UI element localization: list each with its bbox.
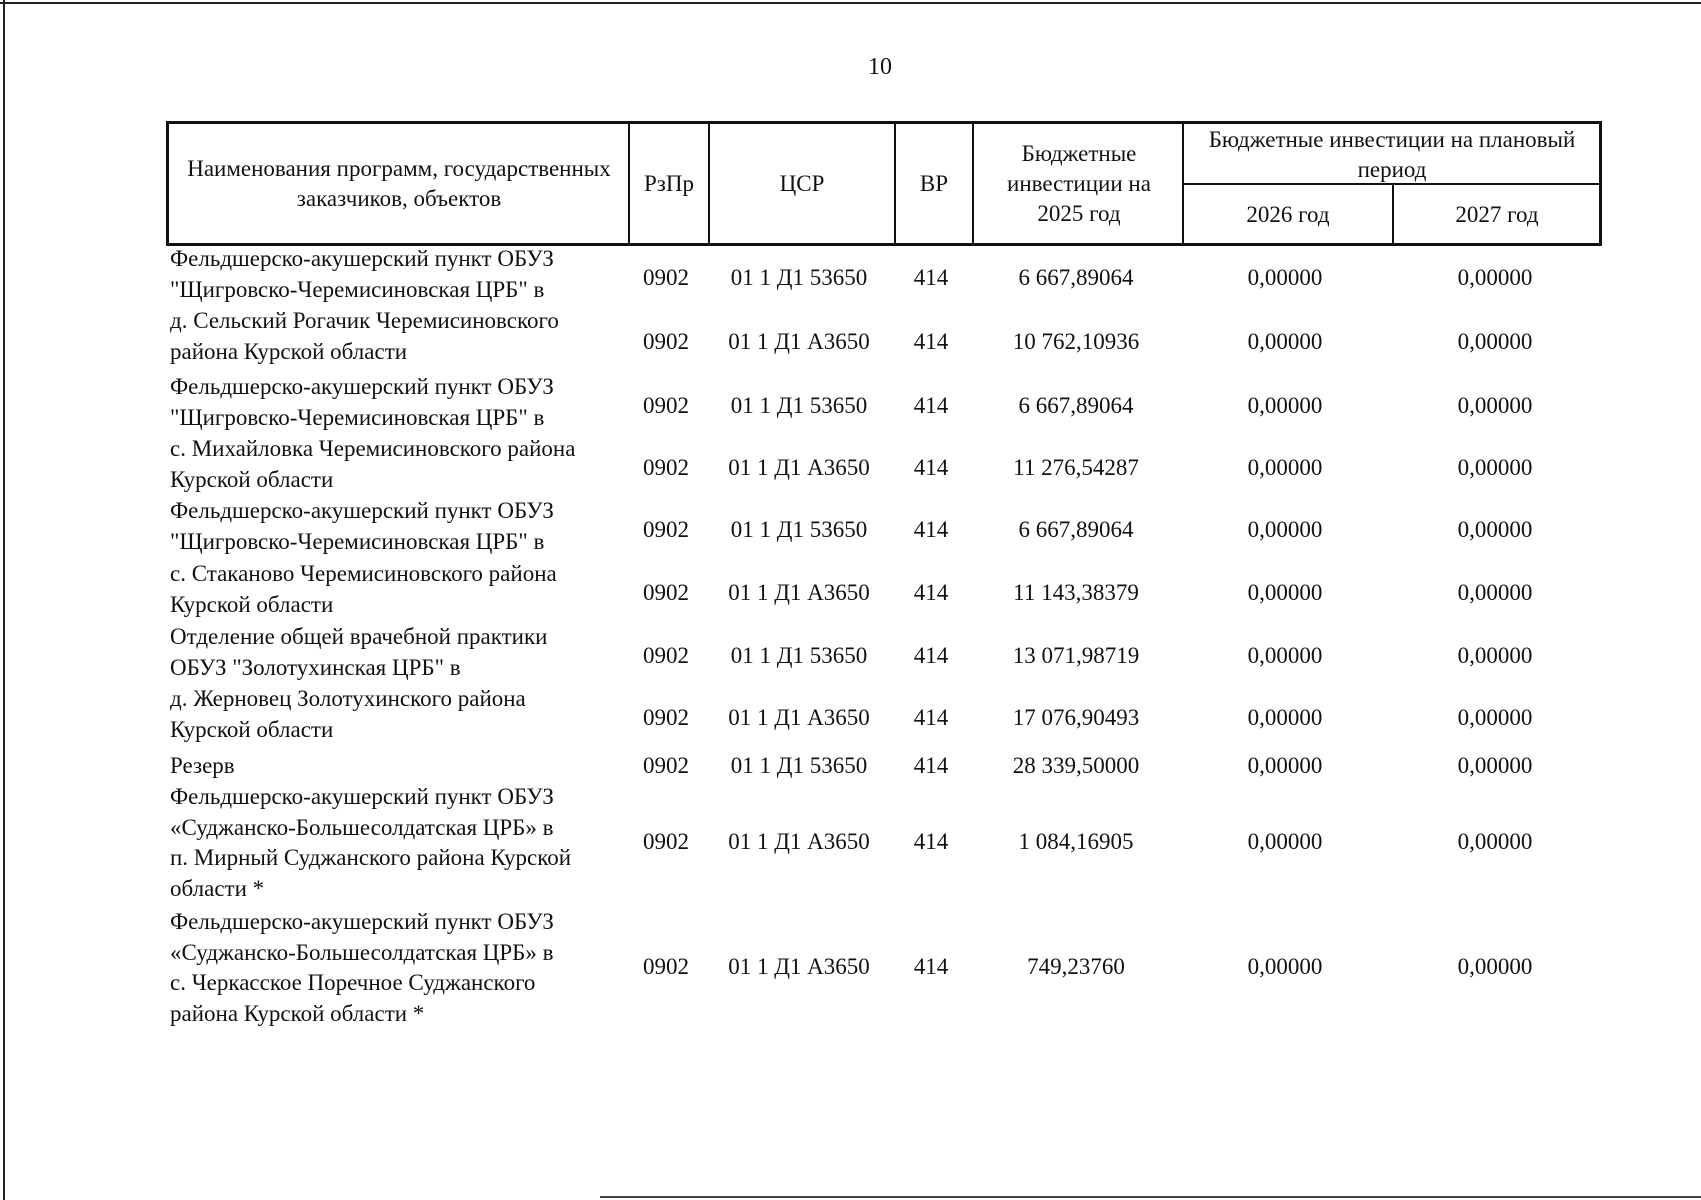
csr-value: 01 1 Д1 53650 — [730, 753, 868, 778]
page-number: 10 — [868, 54, 892, 80]
object-name: Резерв — [170, 753, 235, 778]
object-name: Фельдшерско-акушерский пункт ОБУЗ "Щигровско-Черемисиновская ЦРБ" в — [170, 374, 554, 430]
vr-value: 414 — [913, 580, 949, 605]
rzpr-value: 0902 — [643, 753, 689, 778]
csr-value: 01 1 Д1 53650 — [730, 393, 868, 418]
scan-border-top — [0, 2, 1701, 4]
rzpr-value: 0902 — [643, 705, 689, 730]
csr-value: 01 1 Д1 А3650 — [728, 705, 870, 730]
object-name: с. Михайловка Черемисиновского района Курской области — [170, 436, 576, 492]
csr-value: 01 1 Д1 53650 — [730, 517, 868, 542]
rzpr-value: 0902 — [643, 829, 689, 854]
inv-2025-value: 10 762,10936 — [1012, 329, 1140, 354]
y2026-value: 0,00000 — [1247, 829, 1323, 854]
y2027-value: 0,00000 — [1457, 705, 1533, 730]
header-divider — [972, 124, 974, 243]
header-planned-period: Бюджетные инвестиции на плановый период — [1208, 127, 1576, 182]
inv-2025-value: 28 339,50000 — [1012, 753, 1140, 778]
object-name: Фельдшерско-акушерский пункт ОБУЗ "Щигровско-Черемисиновская ЦРБ" в — [170, 246, 554, 302]
header-2026: 2026 год — [1246, 202, 1330, 227]
scan-border-left — [3, 0, 5, 1200]
inv-2025-value: 13 071,98719 — [1012, 643, 1140, 668]
table-header — [166, 121, 1602, 246]
object-name: с. Стаканово Черемисиновского района Курской области — [170, 561, 557, 617]
object-name: Фельдшерско-акушерский пункт ОБУЗ «Суджанско-Большесолдатская ЦРБ» в с. Черкасское Поречное Суджанского района Курской области * — [170, 909, 554, 1026]
y2026-value: 0,00000 — [1247, 705, 1323, 730]
object-name: д. Сельский Рогачик Черемисиновского района Курской области — [170, 308, 559, 364]
y2026-value: 0,00000 — [1247, 265, 1323, 290]
rzpr-value: 0902 — [643, 455, 689, 480]
y2027-value: 0,00000 — [1457, 580, 1533, 605]
y2026-value: 0,00000 — [1247, 954, 1323, 979]
y2027-value: 0,00000 — [1457, 829, 1533, 854]
y2027-value: 0,00000 — [1457, 643, 1533, 668]
vr-value: 414 — [913, 455, 949, 480]
scan-border-bottom — [600, 1196, 1701, 1198]
inv-2025-value: 11 143,38379 — [1013, 580, 1139, 605]
y2026-value: 0,00000 — [1247, 517, 1323, 542]
inv-2025-value: 749,23760 — [1027, 954, 1125, 979]
header-rzpr: РзПр — [644, 170, 694, 196]
rzpr-value: 0902 — [643, 265, 689, 290]
y2026-value: 0,00000 — [1247, 455, 1323, 480]
rzpr-value: 0902 — [643, 517, 689, 542]
vr-value: 414 — [913, 265, 949, 290]
header-2027: 2027 год — [1455, 202, 1539, 227]
y2027-value: 0,00000 — [1457, 517, 1533, 542]
y2026-value: 0,00000 — [1247, 643, 1323, 668]
y2027-value: 0,00000 — [1457, 954, 1533, 979]
inv-2025-value: 6 667,89064 — [1018, 265, 1134, 290]
vr-value: 414 — [913, 329, 949, 354]
vr-value: 414 — [913, 393, 949, 418]
rzpr-value: 0902 — [643, 393, 689, 418]
csr-value: 01 1 Д1 А3650 — [728, 329, 870, 354]
y2027-value: 0,00000 — [1457, 329, 1533, 354]
inv-2025-value: 6 667,89064 — [1018, 393, 1134, 418]
inv-2025-value: 6 667,89064 — [1018, 517, 1134, 542]
vr-value: 414 — [913, 753, 949, 778]
vr-value: 414 — [913, 954, 949, 979]
csr-value: 01 1 Д1 53650 — [730, 643, 868, 668]
y2026-value: 0,00000 — [1247, 753, 1323, 778]
rzpr-value: 0902 — [643, 954, 689, 979]
csr-value: 01 1 Д1 53650 — [730, 265, 868, 290]
object-name: Фельдшерско-акушерский пункт ОБУЗ «Суджанско-Большесолдатская ЦРБ» в п. Мирный Суджанского района Курской области * — [170, 784, 572, 901]
csr-value: 01 1 Д1 А3650 — [728, 455, 870, 480]
header-csr: ЦСР — [779, 170, 825, 196]
y2027-value: 0,00000 — [1457, 393, 1533, 418]
header-vr: ВР — [919, 170, 949, 196]
y2027-value: 0,00000 — [1457, 265, 1533, 290]
header-name: Наименования программ, государственных заказчиков, объектов — [187, 155, 611, 211]
vr-value: 414 — [913, 643, 949, 668]
vr-value: 414 — [913, 705, 949, 730]
inv-2025-value: 17 076,90493 — [1012, 705, 1140, 730]
inv-2025-value: 11 276,54287 — [1013, 455, 1139, 480]
vr-value: 414 — [913, 517, 949, 542]
y2026-value: 0,00000 — [1247, 580, 1323, 605]
rzpr-value: 0902 — [643, 580, 689, 605]
header-inv-2025: Бюджетные инвестиции на 2025 год — [1007, 140, 1151, 226]
csr-value: 01 1 Д1 А3650 — [728, 829, 870, 854]
object-name: д. Жерновец Золотухинского района Курской области — [170, 686, 526, 742]
y2027-value: 0,00000 — [1457, 753, 1533, 778]
csr-value: 01 1 Д1 А3650 — [728, 580, 870, 605]
rzpr-value: 0902 — [643, 643, 689, 668]
object-name: Отделение общей врачебной практики ОБУЗ "Золотухинская ЦРБ" в — [170, 624, 548, 680]
y2026-value: 0,00000 — [1247, 393, 1323, 418]
csr-value: 01 1 Д1 А3650 — [728, 954, 870, 979]
y2027-value: 0,00000 — [1457, 455, 1533, 480]
inv-2025-value: 1 084,16905 — [1018, 829, 1134, 854]
rzpr-value: 0902 — [643, 329, 689, 354]
y2026-value: 0,00000 — [1247, 329, 1323, 354]
vr-value: 414 — [913, 829, 949, 854]
object-name: Фельдшерско-акушерский пункт ОБУЗ "Щигровско-Черемисиновская ЦРБ" в — [170, 498, 554, 554]
